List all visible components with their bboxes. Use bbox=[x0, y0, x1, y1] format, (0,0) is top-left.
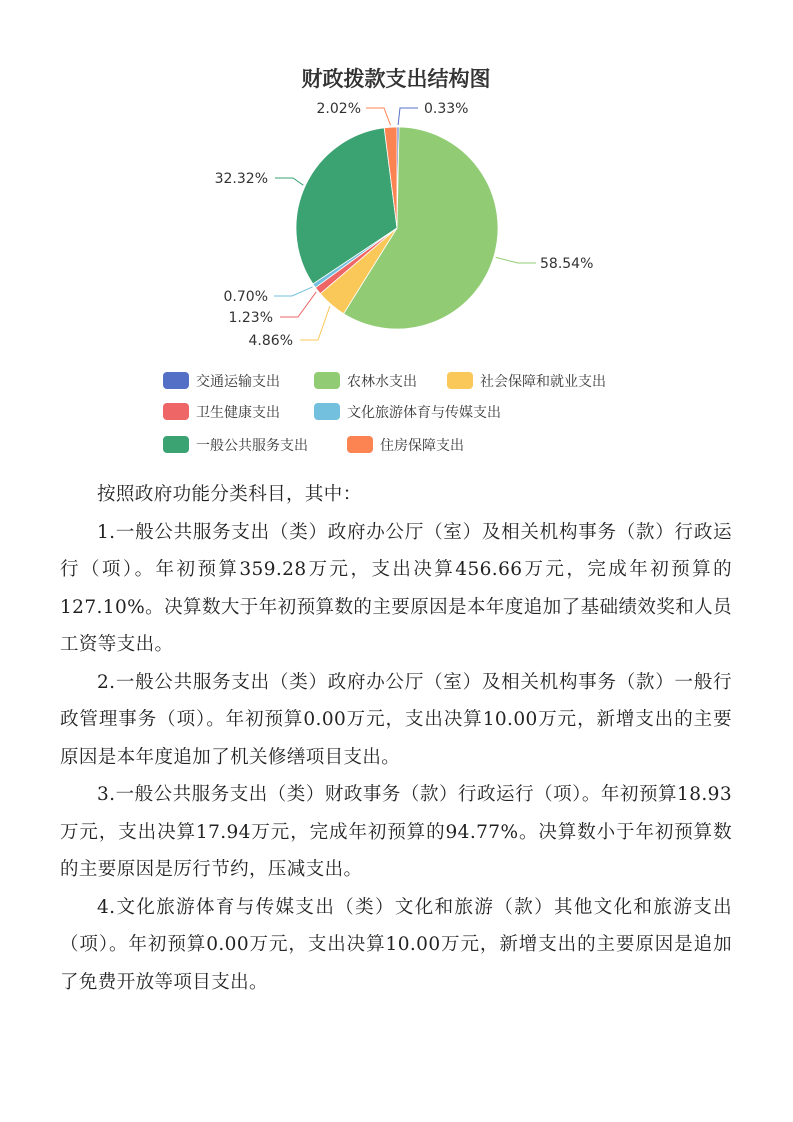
pie-slices bbox=[296, 127, 498, 329]
intro-paragraph: 按照政府功能分类科目，其中： bbox=[97, 484, 362, 505]
legend-item-6 bbox=[163, 436, 308, 454]
leader-line-7 bbox=[366, 108, 391, 125]
legend-item-1 bbox=[163, 372, 280, 390]
legend-item-7 bbox=[347, 436, 464, 454]
slice-label-4: 1.23% bbox=[228, 310, 273, 326]
leader-line-5 bbox=[274, 287, 313, 296]
paragraph-2: 2.一般公共服务支出（类）政府办公厅（室）及相关机构事务（款）一般行政管理事务（项）。年初预算0.00万元，支出决算10.00万元，新增支出的主要原因是本年度追加了机关修缮项目支出。 bbox=[60, 671, 732, 768]
paragraph-3: 3.一般公共服务支出（类）财政事务（款）行政运行（项）。年初预算18.93万元，支出决算17.94万元，完成年初预算的94.77%。决算数小于年初预算数的主要原因是厉行节约，压减支出。 bbox=[60, 784, 732, 880]
legend-label: 农林水支出 bbox=[347, 374, 417, 390]
leader-line-2 bbox=[496, 257, 536, 263]
slice-label-2: 58.54% bbox=[540, 256, 594, 272]
slice-label-1: 0.33% bbox=[424, 101, 469, 117]
paragraph-4: 4.文化旅游体育与传媒支出（类）文化和旅游（款）其他文化和旅游支出（项）。年初预算0.00万元，支出决算10.00万元，新增支出的主要原因是追加了免费开放等项目支出。 bbox=[60, 896, 732, 993]
legend-swatch bbox=[314, 372, 340, 389]
legend-item-5 bbox=[314, 403, 501, 421]
legend-item-4 bbox=[163, 403, 280, 421]
slice-label-7: 2.02% bbox=[316, 101, 361, 117]
legend-label: 住房保障支出 bbox=[380, 438, 464, 454]
body-text bbox=[60, 476, 732, 1001]
pie-chart bbox=[0, 0, 793, 470]
legend-item-3 bbox=[447, 372, 606, 390]
leader-line-1 bbox=[398, 108, 418, 125]
slice-label-3: 4.86% bbox=[248, 333, 293, 349]
slice-label-5: 0.70% bbox=[223, 289, 268, 305]
legend-swatch bbox=[163, 372, 189, 389]
legend-label: 卫生健康支出 bbox=[196, 405, 280, 421]
legend-label: 社会保障和就业支出 bbox=[480, 374, 606, 390]
legend-swatch bbox=[447, 372, 473, 389]
legend-swatch bbox=[347, 436, 373, 453]
legend-swatch bbox=[163, 436, 189, 453]
legend-swatch bbox=[314, 403, 340, 420]
chart-title: 财政拨款支出结构图 bbox=[301, 67, 491, 91]
legend-label: 一般公共服务支出 bbox=[196, 438, 308, 454]
paragraph-1: 1.一般公共服务支出（类）政府办公厅（室）及相关机构事务（款）行政运行（项）。年初预算359.28万元，支出决算456.66万元，完成年初预算的127.10%。决算数大于年初预算数的主要原因是本年度追加了基础绩效奖和人员工资等支出。 bbox=[60, 521, 732, 655]
legend-label: 文化旅游体育与传媒支出 bbox=[347, 405, 501, 421]
legend-label: 交通运输支出 bbox=[196, 374, 280, 390]
leader-line-3 bbox=[300, 306, 330, 340]
slice-label-6: 32.32% bbox=[214, 171, 268, 187]
chart-legend bbox=[163, 372, 606, 454]
legend-item-2 bbox=[314, 372, 417, 390]
leader-line-6 bbox=[275, 178, 303, 185]
legend-swatch bbox=[163, 403, 189, 420]
